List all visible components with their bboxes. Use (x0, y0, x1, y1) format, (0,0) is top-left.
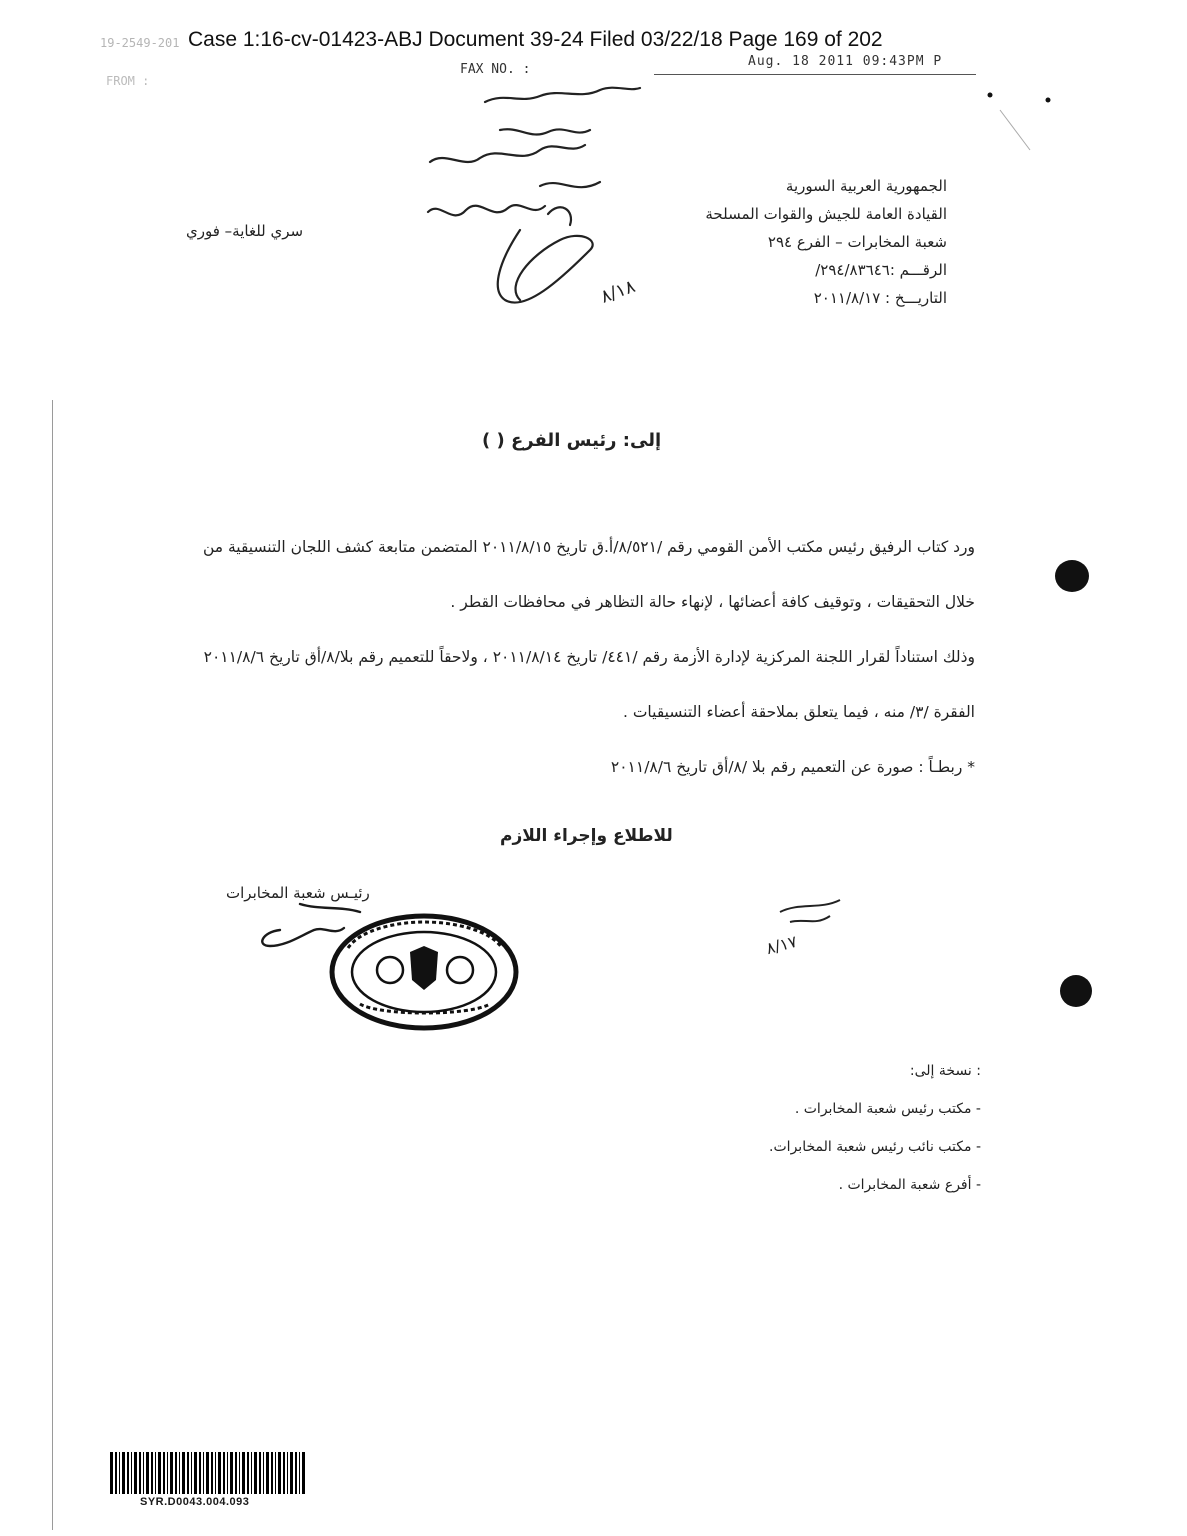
addressee-line: إلى: رئيس الفرع ( ) (482, 430, 662, 451)
fax-from-label: FROM : (106, 74, 150, 88)
signatory-title: رئيـس شعبة المخابرات (226, 884, 370, 902)
fax-number-label: FAX NO. : (460, 62, 531, 77)
signature-scribble (262, 904, 360, 946)
handwritten-note (428, 88, 640, 303)
letterhead-branch: شعبة المخابرات – الفرع ٢٩٤ (767, 233, 947, 251)
scan-mark (1000, 110, 1030, 150)
cc-item: - أفرع شعبة المخابرات . (838, 1177, 981, 1193)
fax-datetime: Aug. 18 2011 09:43PM P (748, 54, 943, 69)
letterhead-country: الجمهورية العربية السورية (785, 177, 947, 195)
date-label: التاريـــخ : (885, 289, 947, 307)
body-paragraph-2: وذلك استناداً لقرار اللجنة المركزية لإدارة الأزمة رقم /٤٤١/ تاريخ ٢٠١١/٨/١٤ ، ولاحقاً للتعميم رقم بلا/٨/أق تاريخ ٢٠١١/٨/٦ الفقرة /٣/ منه ، فيما يتعلق بملاحقة أعضاء التنسيقيات . (203, 648, 975, 721)
date-value: ٢٠١١/٨/١٧ (813, 289, 881, 307)
cc-heading: : نسخة إلى: (909, 1063, 981, 1079)
cc-item: - مكتب نائب رئيس شعبة المخابرات. (769, 1139, 981, 1155)
body-paragraph-1: ورد كتاب الرفيق رئيس مكتب الأمن القومي رقم /٨/٥٢١/أ.ق تاريخ ٢٠١١/٨/١٥ المتضمن متابعة كشف اللجان التنسيقية من خلال التحقيقات ، وتوقيف كافة أعضائها ، لإنهاء حالة التظاهر في محافظات القطر . (202, 538, 975, 611)
letterhead-command: القيادة العامة للجيش والقوات المسلحة (705, 205, 947, 223)
initial-scribble (780, 900, 840, 922)
letterhead-reference (705, 256, 947, 284)
barcode (110, 1452, 306, 1494)
scan-edge-line (52, 400, 53, 1530)
secrecy-marking: سري للغاية– فوري (186, 222, 304, 240)
letter-body (195, 520, 975, 795)
copy-distribution (769, 1052, 981, 1204)
body-paragraph-3: * ربطـاً : صورة عن التعميم رقم بلا /٨/أق تاريخ ٢٠١١/٨/٦ (610, 758, 975, 776)
reference-value: ٢٩٤/٨٣٦٤٦/ (815, 261, 890, 279)
case-header: Case 1:16-cv-01423-ABJ Document 39-24 Filed 03/22/18 Page 169 of 202 (188, 28, 883, 51)
official-seal (332, 916, 516, 1028)
action-line: للاطلاع وإجراء اللازم (500, 826, 673, 846)
letterhead (705, 172, 947, 312)
fax-header-faint-id: 19-2549-201 (100, 36, 180, 50)
fax-header-line (654, 74, 976, 75)
reference-label: الرقـــم : (889, 261, 947, 279)
barcode-id: SYR.D0043.004.093 (140, 1496, 250, 1508)
initial-date: ٨/١٧ (764, 931, 800, 959)
letterhead-date (705, 284, 947, 312)
scan-dots (988, 93, 1093, 1008)
handwritten-date: ٨/١٨ (597, 275, 639, 308)
cc-item: - مكتب رئيس شعبة المخابرات . (794, 1101, 981, 1117)
